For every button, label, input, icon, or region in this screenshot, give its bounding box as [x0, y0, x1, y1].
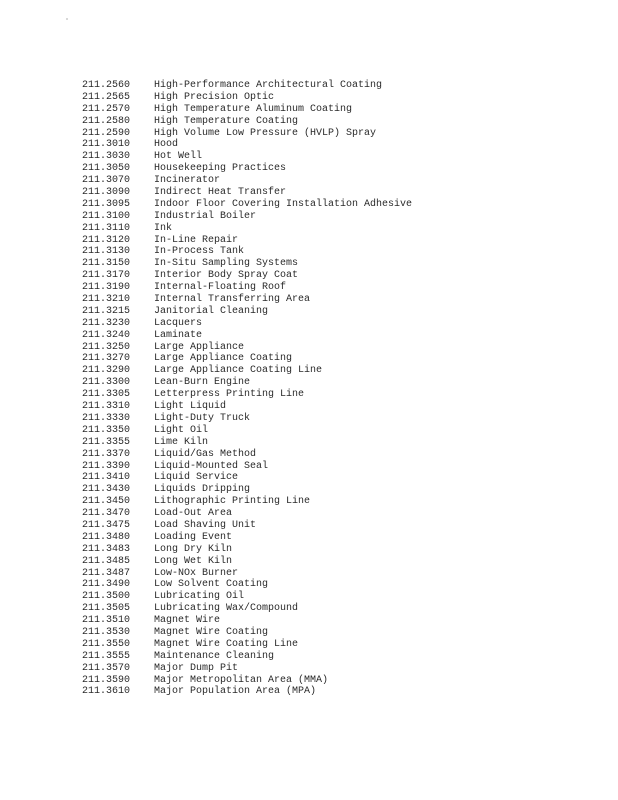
- defined-term: Liquid/Gas Method: [154, 448, 257, 460]
- defined-term: Indoor Floor Covering Installation Adhesive: [154, 198, 413, 210]
- defined-term: In-Line Repair: [154, 234, 239, 246]
- section-number: 211.3305: [82, 389, 131, 401]
- defined-term: Maintenance Cleaning: [154, 650, 275, 662]
- section-number: 211.3070: [82, 175, 131, 187]
- section-number: 211.3530: [82, 626, 131, 638]
- list-item: [82, 437, 582, 449]
- list-item: [82, 472, 582, 484]
- list-item: [82, 282, 582, 294]
- defined-term: Lacquers: [154, 317, 203, 329]
- list-item: [82, 330, 582, 342]
- defined-term: Large Appliance Coating: [154, 353, 293, 365]
- defined-term: Lubricating Oil: [154, 591, 245, 603]
- section-number: 211.3210: [82, 294, 131, 306]
- list-item: [82, 223, 582, 235]
- section-number: 211.3250: [82, 341, 131, 353]
- list-item: [82, 294, 582, 306]
- defined-term: Incinerator: [154, 175, 221, 187]
- defined-term: High Temperature Coating: [154, 115, 299, 127]
- list-item: [82, 235, 582, 247]
- list-item: [82, 425, 582, 437]
- section-number: 211.3370: [82, 448, 131, 460]
- scan-speck: [66, 18, 68, 20]
- section-number: 211.3350: [82, 424, 131, 436]
- defined-term: In-Process Tank: [154, 246, 245, 258]
- list-item: [82, 686, 582, 698]
- section-number: 211.2580: [82, 115, 131, 127]
- list-item: [82, 318, 582, 330]
- defined-term: Magnet Wire Coating: [154, 626, 269, 638]
- defined-term: Long Dry Kiln: [154, 543, 233, 555]
- list-item: [82, 496, 582, 508]
- defined-term: Liquids Dripping: [154, 484, 251, 496]
- section-number: 211.3410: [82, 472, 131, 484]
- defined-term: Laminate: [154, 329, 203, 341]
- section-number: 211.3485: [82, 555, 131, 567]
- defined-term: Magnet Wire Coating Line: [154, 638, 299, 650]
- section-number: 211.3010: [82, 139, 131, 151]
- list-item: [82, 270, 582, 282]
- section-number: 211.3100: [82, 210, 131, 222]
- definitions-list: [82, 80, 582, 698]
- list-item: [82, 639, 582, 651]
- defined-term: High-Performance Architectural Coating: [154, 80, 383, 91]
- list-item: [82, 353, 582, 365]
- section-number: 211.3355: [82, 436, 131, 448]
- section-number: 211.3110: [82, 222, 131, 234]
- list-item: [82, 651, 582, 663]
- section-number: 211.3475: [82, 519, 131, 531]
- defined-term: Low Solvent Coating: [154, 579, 269, 591]
- section-number: 211.2565: [82, 91, 131, 103]
- defined-term: Light-Duty Truck: [154, 412, 251, 424]
- defined-term: Internal Transferring Area: [154, 294, 311, 306]
- section-number: 211.3215: [82, 305, 131, 317]
- section-number: 211.3550: [82, 638, 131, 650]
- defined-term: Lubricating Wax/Compound: [154, 603, 299, 615]
- defined-term: Ink: [154, 222, 173, 234]
- list-item: [82, 556, 582, 568]
- section-number: 211.3310: [82, 401, 131, 413]
- list-item: [82, 461, 582, 473]
- section-number: 211.3470: [82, 508, 131, 520]
- section-number: 211.3500: [82, 591, 131, 603]
- list-item: [82, 104, 582, 116]
- section-number: 211.3300: [82, 377, 131, 389]
- defined-term: Internal-Floating Roof: [154, 282, 287, 294]
- list-item: [82, 401, 582, 413]
- defined-term: In-Situ Sampling Systems: [154, 258, 299, 270]
- section-number: 211.3490: [82, 579, 131, 591]
- defined-term: Liquid-Mounted Seal: [154, 460, 269, 472]
- defined-term: Long Wet Kiln: [154, 555, 233, 567]
- section-number: 211.2590: [82, 127, 131, 139]
- list-item: [82, 508, 582, 520]
- list-item: [82, 139, 582, 151]
- list-item: [82, 175, 582, 187]
- list-item: [82, 92, 582, 104]
- section-number: 211.3090: [82, 187, 131, 199]
- defined-term: Large Appliance: [154, 341, 245, 353]
- defined-term: High Temperature Aluminum Coating: [154, 103, 353, 115]
- defined-term: Liquid Service: [154, 472, 239, 484]
- list-item: [82, 544, 582, 556]
- list-item: [82, 603, 582, 615]
- defined-term: Light Oil: [154, 424, 209, 436]
- section-number: 211.3390: [82, 460, 131, 472]
- defined-term: Industrial Boiler: [154, 210, 257, 222]
- defined-term: Interior Body Spray Coat: [154, 270, 299, 282]
- section-number: 211.3170: [82, 270, 131, 282]
- list-item: [82, 579, 582, 591]
- section-number: 211.3430: [82, 484, 131, 496]
- section-number: 211.3290: [82, 365, 131, 377]
- section-number: 211.3505: [82, 603, 131, 615]
- section-number: 211.3270: [82, 353, 131, 365]
- list-item: [82, 342, 582, 354]
- list-item: [82, 568, 582, 580]
- list-item: [82, 389, 582, 401]
- list-item: [82, 128, 582, 140]
- defined-term: Lime Kiln: [154, 436, 209, 448]
- list-item: [82, 199, 582, 211]
- section-number: 211.3120: [82, 234, 131, 246]
- list-item: [82, 449, 582, 461]
- defined-term: Load Shaving Unit: [154, 519, 257, 531]
- section-number: 211.2570: [82, 103, 131, 115]
- section-number: 211.3570: [82, 662, 131, 674]
- defined-term: Low-NOx Burner: [154, 567, 239, 579]
- list-item: [82, 80, 582, 92]
- defined-term: Major Population Area (MPA): [154, 686, 317, 698]
- list-item: [82, 484, 582, 496]
- defined-term: Major Metropolitan Area (MMA): [154, 674, 329, 686]
- list-item: [82, 675, 582, 687]
- list-item: [82, 187, 582, 199]
- section-number: 211.2560: [82, 80, 131, 91]
- section-number: 211.3050: [82, 163, 131, 175]
- list-item: [82, 151, 582, 163]
- list-item: [82, 365, 582, 377]
- list-item: [82, 163, 582, 175]
- defined-term: Light Liquid: [154, 401, 227, 413]
- section-number: 211.3555: [82, 650, 131, 662]
- defined-term: High Volume Low Pressure (HVLP) Spray: [154, 127, 377, 139]
- list-item: [82, 246, 582, 258]
- section-number: 211.3610: [82, 686, 131, 698]
- section-number: 211.3150: [82, 258, 131, 270]
- list-item: [82, 520, 582, 532]
- defined-term: Housekeeping Practices: [154, 163, 287, 175]
- defined-term: Magnet Wire: [154, 615, 221, 627]
- list-item: [82, 532, 582, 544]
- section-number: 211.3330: [82, 412, 131, 424]
- section-number: 211.3130: [82, 246, 131, 258]
- defined-term: Indirect Heat Transfer: [154, 187, 287, 199]
- section-number: 211.3030: [82, 151, 131, 163]
- list-item: [82, 211, 582, 223]
- defined-term: Letterpress Printing Line: [154, 389, 305, 401]
- section-number: 211.3230: [82, 317, 131, 329]
- section-number: 211.3590: [82, 674, 131, 686]
- defined-term: Hood: [154, 139, 179, 151]
- section-number: 211.3487: [82, 567, 131, 579]
- list-item: [82, 663, 582, 675]
- defined-term: Lean-Burn Engine: [154, 377, 251, 389]
- section-number: 211.3190: [82, 282, 131, 294]
- list-item: [82, 615, 582, 627]
- section-number: 211.3480: [82, 531, 131, 543]
- list-item: [82, 258, 582, 270]
- defined-term: Lithographic Printing Line: [154, 496, 311, 508]
- list-item: [82, 627, 582, 639]
- list-item: [82, 413, 582, 425]
- list-item: [82, 377, 582, 389]
- defined-term: Large Appliance Coating Line: [154, 365, 323, 377]
- list-item: [82, 591, 582, 603]
- defined-term: Major Dump Pit: [154, 662, 239, 674]
- defined-term: Hot Well: [154, 151, 203, 163]
- defined-term: Loading Event: [154, 531, 233, 543]
- defined-term: Load-Out Area: [154, 508, 233, 520]
- section-number: 211.3240: [82, 329, 131, 341]
- section-number: 211.3510: [82, 615, 131, 627]
- section-number: 211.3450: [82, 496, 131, 508]
- section-number: 211.3095: [82, 198, 131, 210]
- list-item: [82, 306, 582, 318]
- defined-term: High Precision Optic: [154, 91, 275, 103]
- defined-term: Janitorial Cleaning: [154, 305, 269, 317]
- section-number: 211.3483: [82, 543, 131, 555]
- list-item: [82, 116, 582, 128]
